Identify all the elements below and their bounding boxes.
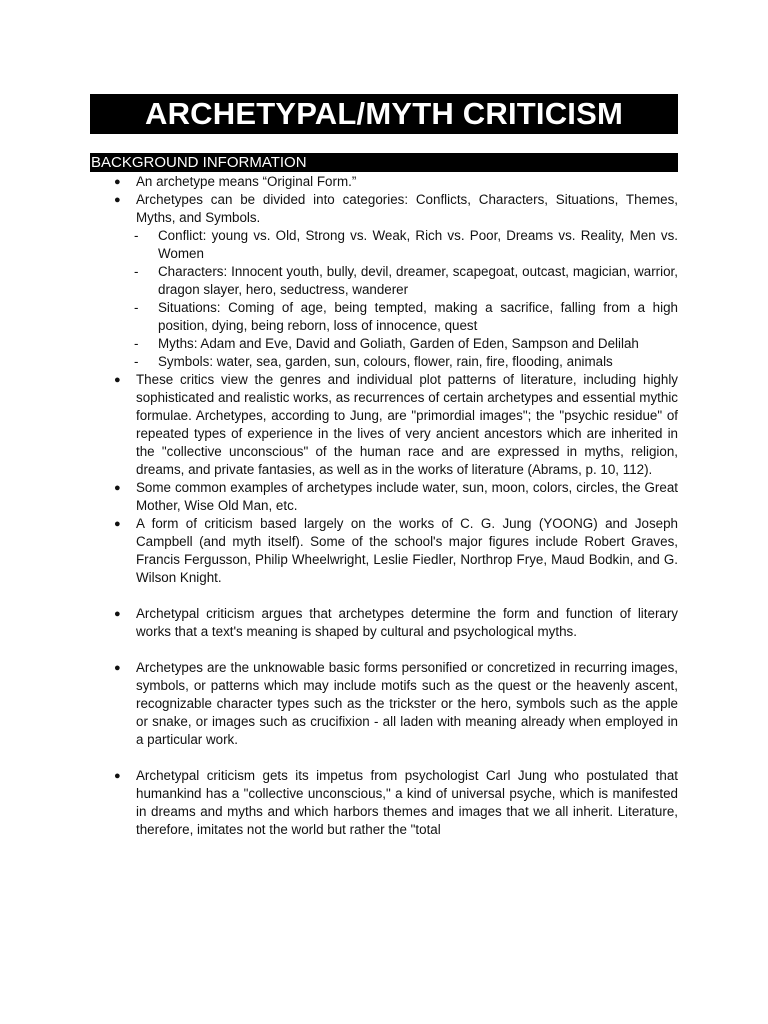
list-item	[90, 605, 678, 641]
sub-list-item	[90, 227, 678, 263]
list-item-text: Archetypes are the unknowable basic forms personified or concretized in recurring images, symbols, or patterns which may include motifs such as the quest or the heavenly ascent, recognizable character types such as the trickster or the hero, symbols such as the apple or snake, or images such as crucifixion - all laden with meaning already when employed in a particular work.	[136, 660, 678, 747]
sub-list-item-text: Myths: Adam and Eve, David and Goliath, Garden of Eden, Sampson and Delilah	[158, 336, 639, 351]
content-body	[90, 173, 678, 839]
dash-icon: -	[134, 264, 139, 279]
bullet-icon: ●	[114, 662, 121, 674]
list-item-text: Archetypes can be divided into categories: Conflicts, Characters, Situations, Themes, Myths, and Symbols.	[136, 192, 678, 225]
bullet-icon: ●	[114, 194, 121, 206]
sub-list-item	[90, 299, 678, 335]
list-item	[90, 767, 678, 839]
list-item	[90, 659, 678, 749]
title-banner	[90, 94, 678, 134]
bullet-icon: ●	[114, 374, 121, 386]
list-item	[90, 191, 678, 227]
bullet-icon: ●	[114, 518, 121, 530]
section-heading: BACKGROUND INFORMATION	[91, 154, 307, 171]
bullet-icon: ●	[114, 482, 121, 494]
dash-icon: -	[134, 300, 139, 315]
sub-list-item	[90, 353, 678, 371]
list-item-text: An archetype means “Original Form.”	[136, 174, 357, 189]
bullet-icon: ●	[114, 608, 121, 620]
sub-list-item	[90, 335, 678, 353]
list-item-text: Archetypal criticism argues that archetypes determine the form and function of literary works that a text's meaning is shaped by cultural and psychological myths.	[136, 606, 678, 639]
list-item	[90, 515, 678, 587]
dash-icon: -	[134, 336, 139, 351]
list-item-text: A form of criticism based largely on the works of C. G. Jung (YOONG) and Joseph Campbell (and myth itself). Some of the school's major figures include Robert Graves, Francis Fergusson, Philip Wheelwright, Leslie Fiedler, Northrop Frye, Maud Bodkin, and G. Wilson Knight.	[136, 516, 678, 585]
sub-list-item-text: Situations: Coming of age, being tempted, making a sacrifice, falling from a high position, dying, being reborn, loss of innocence, quest	[158, 300, 678, 333]
sub-list-item	[90, 263, 678, 299]
sub-list-item-text: Conflict: young vs. Old, Strong vs. Weak, Rich vs. Poor, Dreams vs. Reality, Men vs. Women	[158, 228, 678, 261]
list-item-text: Archetypal criticism gets its impetus from psychologist Carl Jung who postulated that humankind has a "collective unconscious," a kind of universal psyche, which is manifested in dreams and myths and which harbors themes and images that we all inherit. Literature, therefore, imitates not the world but rather the "total	[136, 768, 678, 837]
sub-list-item-text: Characters: Innocent youth, bully, devil, dreamer, scapegoat, outcast, magician, warrior, dragon slayer, hero, seductress, wanderer	[158, 264, 678, 297]
bullet-icon: ●	[114, 176, 121, 188]
list-item	[90, 479, 678, 515]
archetype-categories-list	[90, 227, 678, 371]
bullet-icon: ●	[114, 770, 121, 782]
list-item	[90, 371, 678, 479]
dash-icon: -	[134, 354, 139, 369]
list-item-text: Some common examples of archetypes include water, sun, moon, colors, circles, the Great Mother, Wise Old Man, etc.	[136, 480, 678, 513]
page-title: ARCHETYPAL/MYTH CRITICISM	[144, 96, 624, 131]
dash-icon: -	[134, 228, 139, 243]
list-item	[90, 173, 678, 191]
sub-list-item-text: Symbols: water, sea, garden, sun, colours, flower, rain, fire, flooding, animals	[158, 354, 613, 369]
list-item-text: These critics view the genres and individual plot patterns of literature, including highly sophisticated and realistic works, as recurrences of certain archetypes and essential mythic formulae. Archetypes, according to Jung, are "primordial images"; the "psychic residue" of repeated types of experience in the lives of very ancient ancestors which are inherited in the "collective unconscious" of the human race and are expressed in myths, religion, dreams, and private fantasies, as well as in the works of literature (Abrams, p. 10, 112).	[136, 372, 678, 477]
section-heading-banner	[90, 153, 678, 172]
